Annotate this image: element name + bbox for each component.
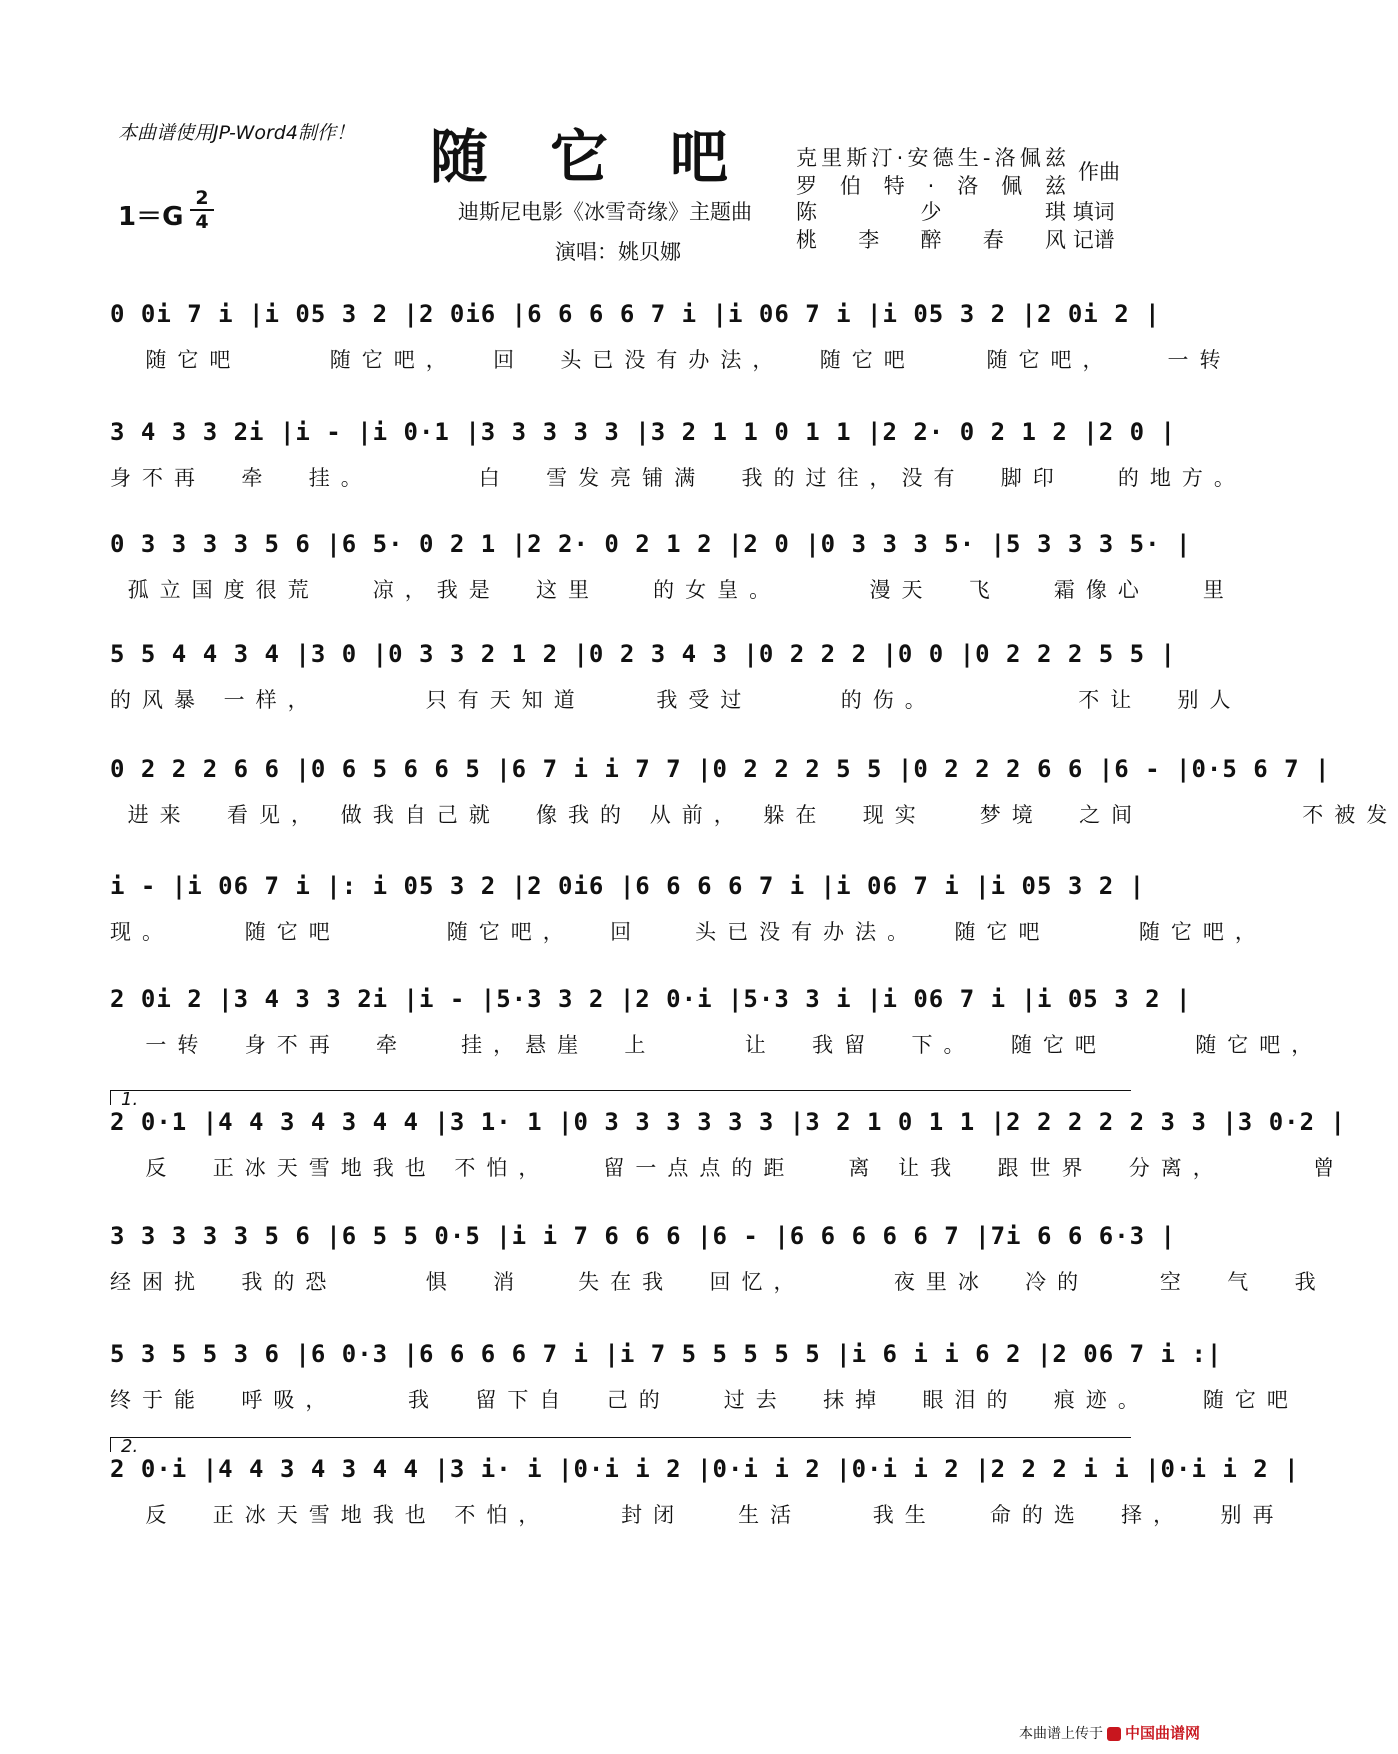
credit-composer-1: 克里斯汀·安德生-洛佩兹 [796, 146, 1066, 170]
credit-lyricist: 陈少琪 填词 [796, 200, 1115, 224]
credit-role-transcribe: 记谱 [1072, 228, 1115, 252]
lyrics-row: 随它吧 随它吧， 回 头已没有办法， 随它吧 随它吧， 一转 [110, 348, 1232, 372]
notation-row: 0 3 3 3 3 5 6 |6 5· 0 2 1 |2 2· 0 2 1 2 |2 0 |0 3 3 3 5· |5 3 3 3 5· | [110, 530, 1192, 558]
song-title: 随它吧 [430, 123, 791, 191]
lyrics-row: 进来 看见， 做我自己就 像我的 从前， 躲在 现实 梦境 之间 不被发 [110, 803, 1398, 827]
notation-row: 0 0i 7 i |i 05 3 2 |2 0i6 |6 6 6 6 7 i |i 06 7 i |i 05 3 2 |2 0i 2 | [110, 300, 1161, 328]
lyrics-row: 终于能 呼吸， 我 留下自 己的 过去 抹掉 眼泪的 痕迹。 随它吧 [110, 1388, 1299, 1412]
volta-label: 2. [121, 1436, 139, 1457]
site-name: 中国曲谱网 [1124, 1724, 1200, 1742]
credit-role-lyrics: 填词 [1072, 200, 1115, 224]
time-signature [190, 188, 214, 232]
lyrics-row: 反 正冰天雪地我也 不怕， 封闭 生活 我生 命的选 择， 别再 [110, 1503, 1285, 1527]
footer [1019, 1722, 1200, 1743]
notation-row: 2 0·i |4 4 3 4 3 4 4 |3 i· i |0·i i 2 |0·i i 2 |0·i i 2 |2 2 2 i i |0·i i 2 | [110, 1455, 1300, 1483]
singer: 演唱：姚贝娜 [555, 240, 681, 264]
lyrics-row: 身不再 牵 挂。 白 雪发亮铺满 我的过往，没有 脚印 的地方。 [110, 466, 1246, 490]
lyrics-row: 现。 随它吧 随它吧， 回 头已没有办法。 随它吧 随它吧， [110, 920, 1267, 944]
lyrics-row: 反 正冰天雪地我也 不怕， 留一点点的距 离 让我 跟世界 分离， 曾 [110, 1156, 1346, 1180]
notation-row: 3 4 3 3 2i |i - |i 0·1 |3 3 3 3 3 |3 2 1 1 0 1 1 |2 2· 0 2 1 2 |2 0 | [110, 418, 1176, 446]
notation-row: 2 0i 2 |3 4 3 3 2i |i - |5·3 3 2 |2 0·i |5·3 3 i |i 06 7 i |i 05 3 2 | [110, 985, 1192, 1013]
subtitle: 迪斯尼电影《冰雪奇缘》主题曲 [458, 200, 752, 224]
lyrics-row: 经困扰 我的恐 惧 消 失在我 回忆， 夜里冰 冷的 空 气 我 [110, 1270, 1327, 1294]
site-logo-icon [1107, 1727, 1121, 1741]
lyrics-row: 孤立国度很荒 凉，我是 这里 的女皇。 漫天 飞 霜像心 里 [110, 578, 1235, 602]
key-signature: 1＝G [118, 202, 184, 232]
notation-row: i - |i 06 7 i |: i 05 3 2 |2 0i6 |6 6 6 6 7 i |i 06 7 i |i 05 3 2 | [110, 872, 1146, 900]
credit-transcriber: 桃李醉春风 记谱 [796, 228, 1115, 252]
notation-row: 5 5 4 4 3 4 |3 0 |0 3 3 2 1 2 |0 2 3 4 3 |0 2 2 2 |0 0 |0 2 2 2 5 5 | [110, 640, 1176, 668]
lyrics-row: 的风暴 一样， 只有天知道 我受过 的伤。 不让 别人 [110, 688, 1242, 712]
notation-row: 3 3 3 3 3 5 6 |6 5 5 0·5 |i i 7 6 6 6 |6 - |6 6 6 6 6 7 |7i 6 6 6·3 | [110, 1222, 1176, 1250]
volta-bracket [110, 1089, 1131, 1110]
time-signature-bottom: 4 [195, 211, 209, 233]
footer-text: 本曲谱上传于 [1018, 1726, 1103, 1742]
time-signature-top: 2 [195, 187, 209, 209]
credit-composer-2: 罗伯特·洛佩兹 [796, 174, 1066, 198]
lyrics-row: 一转 身不再 牵 挂，悬崖 上 让 我留 下。 随它吧 随它吧， [110, 1033, 1324, 1057]
notation-row: 2 0·1 |4 4 3 4 3 4 4 |3 1· 1 |0 3 3 3 3 3 3 |3 2 1 0 1 1 |2 2 2 2 2 3 3 |3 0·2 | [110, 1108, 1346, 1136]
volta-label: 1. [121, 1089, 139, 1110]
notation-row: 5 3 5 5 3 6 |6 0·3 |6 6 6 6 7 i |i 7 5 5 5 5 5 |i 6 i i 6 2 |2 06 7 i :| [110, 1340, 1223, 1368]
software-note: 本曲谱使用JP-Word4制作！ [118, 122, 355, 144]
volta-bracket [110, 1436, 1131, 1457]
credit-role-compose: 作曲 [1078, 160, 1120, 184]
notation-row: 0 2 2 2 6 6 |0 6 5 6 6 5 |6 7 i i 7 7 |0 2 2 2 5 5 |0 2 2 2 6 6 |6 - |0·5 6 7 | [110, 755, 1331, 783]
